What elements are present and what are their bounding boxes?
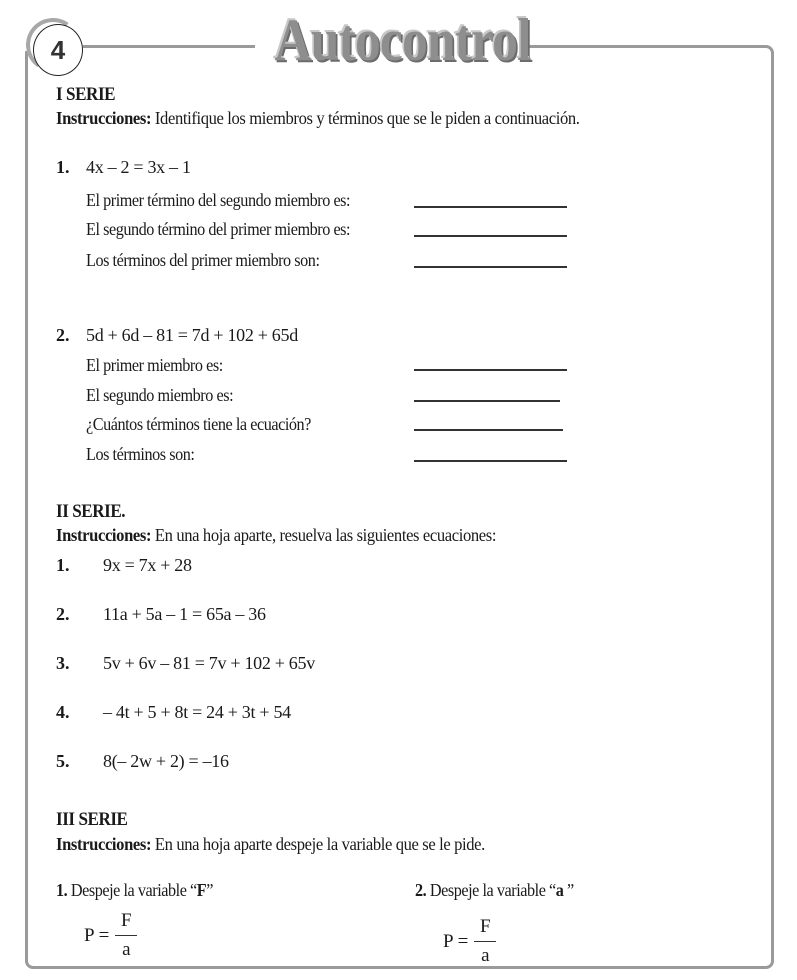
equation-text: 11a + 5a – 1 = 65a – 36 bbox=[103, 604, 266, 624]
instructions-label: Instrucciones: bbox=[56, 834, 152, 854]
answer-blank[interactable] bbox=[414, 206, 567, 208]
equation-text: 8(– 2w + 2) = –16 bbox=[103, 751, 229, 771]
answer-blank[interactable] bbox=[414, 235, 567, 237]
answer-blank[interactable] bbox=[414, 429, 563, 431]
item-text: Despeje la variable “ bbox=[426, 880, 556, 900]
solve-item bbox=[56, 880, 213, 901]
problem-number: 2. bbox=[56, 325, 70, 345]
unit-number: 4 bbox=[50, 34, 66, 65]
denominator: a bbox=[481, 945, 490, 967]
instructions-text: En una hoja aparte, resuelva las siguientes ecuaciones: bbox=[151, 525, 497, 545]
fraction-bar bbox=[474, 941, 496, 942]
item-text: ” bbox=[563, 880, 574, 900]
question-label: Los términos del primer miembro son: bbox=[86, 250, 320, 270]
header-rule-right bbox=[552, 45, 768, 48]
question-label: El primer término del segundo miembro es: bbox=[86, 190, 351, 210]
serie1-heading: I SERIE bbox=[56, 84, 116, 105]
equation-text: 9x = 7x + 28 bbox=[103, 555, 192, 575]
question-label: El primer miembro es: bbox=[86, 355, 223, 375]
serie3-instructions bbox=[56, 834, 485, 855]
solve-item bbox=[415, 880, 574, 901]
serie2-instructions bbox=[56, 525, 496, 546]
problem-number: 1. bbox=[56, 157, 70, 177]
answer-blank[interactable] bbox=[414, 460, 567, 462]
answer-blank[interactable] bbox=[414, 369, 567, 371]
formula bbox=[443, 916, 496, 967]
instructions-label: Instrucciones: bbox=[56, 525, 152, 545]
equation-number: 1. bbox=[56, 555, 70, 575]
question-label: Los términos son: bbox=[86, 444, 195, 464]
equation-number: 5. bbox=[56, 751, 70, 771]
equation-number: 2. bbox=[56, 604, 70, 624]
fraction-bar bbox=[115, 935, 137, 936]
serie3-heading: III SERIE bbox=[56, 809, 128, 830]
equation-number: 3. bbox=[56, 653, 70, 673]
answer-blank[interactable] bbox=[414, 400, 560, 402]
equation-text: – 4t + 5 + 8t = 24 + 3t + 54 bbox=[103, 702, 291, 722]
problem-equation: 4x – 2 = 3x – 1 bbox=[86, 157, 191, 177]
worksheet-frame bbox=[25, 45, 774, 969]
item-number: 2. bbox=[415, 880, 427, 900]
equation-text: 5v + 6v – 81 = 7v + 102 + 65v bbox=[103, 653, 315, 673]
answer-blank[interactable] bbox=[414, 266, 567, 268]
fraction bbox=[115, 910, 137, 961]
question-label: El segundo término del primer miembro es: bbox=[86, 219, 351, 239]
item-variable: F bbox=[196, 880, 207, 900]
item-text: Despeje la variable “ bbox=[67, 880, 197, 900]
instructions-text: Identifique los miembros y términos que se le piden a continuación. bbox=[151, 108, 580, 128]
formula-lhs: P = bbox=[443, 930, 469, 952]
instructions-label: Instrucciones: bbox=[56, 108, 152, 128]
formula-lhs: P = bbox=[84, 924, 110, 946]
page-title: Autocontrol bbox=[274, 7, 531, 73]
serie2-heading: II SERIE. bbox=[56, 501, 126, 522]
instructions-text: En una hoja aparte despeje la variable que se le pide. bbox=[151, 834, 485, 854]
problem-equation: 5d + 6d – 81 = 7d + 102 + 65d bbox=[86, 325, 298, 345]
item-variable: a bbox=[555, 880, 564, 900]
serie1-instructions bbox=[56, 108, 580, 129]
header-rule-left bbox=[83, 45, 255, 48]
denominator: a bbox=[122, 939, 131, 961]
formula bbox=[84, 910, 137, 961]
numerator: F bbox=[480, 916, 491, 937]
question-label: ¿Cuántos términos tiene la ecuación? bbox=[86, 414, 311, 434]
unit-number-badge bbox=[33, 24, 83, 76]
numerator: F bbox=[121, 910, 132, 931]
item-number: 1. bbox=[56, 880, 68, 900]
item-text: ” bbox=[206, 880, 213, 900]
equation-number: 4. bbox=[56, 702, 70, 722]
fraction bbox=[474, 916, 496, 967]
question-label: El segundo miembro es: bbox=[86, 385, 234, 405]
